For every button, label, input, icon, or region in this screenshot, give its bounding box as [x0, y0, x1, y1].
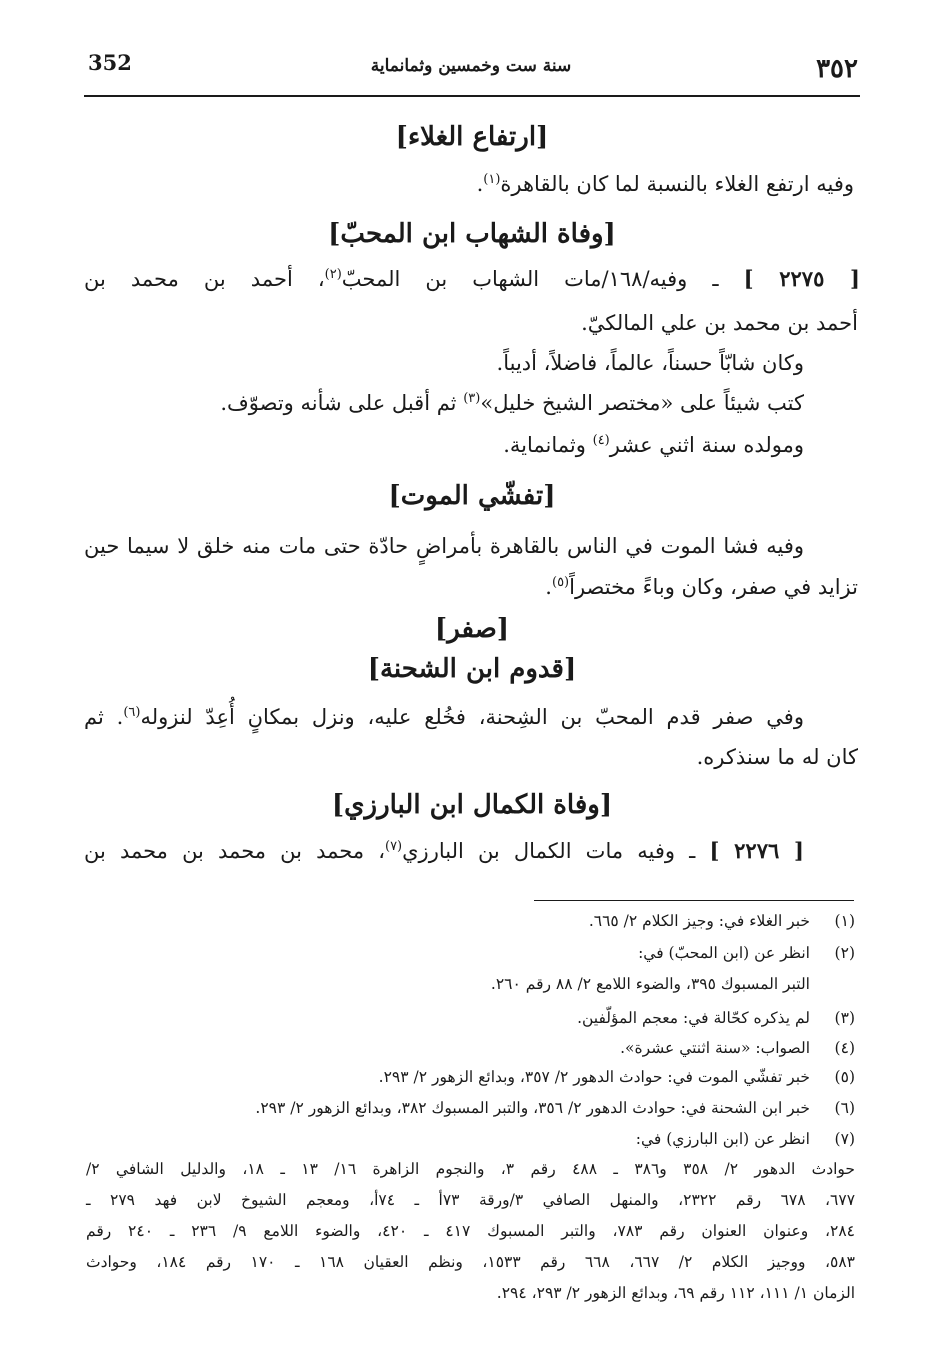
text: .: [545, 575, 552, 599]
footnote-7-text: انظر عن (ابن البارزي) في:: [635, 1130, 810, 1148]
footnote-ref-4: (٤): [592, 433, 610, 448]
footnote-5-text: خبر تفشّي الموت في: حوادث الدهور ٢/ ٣٥٧، وبدائع الزهور ٢/ ٢٩٣.: [378, 1068, 810, 1086]
footnote-6-text: خبر ابن الشحنة في: حوادث الدهور ٢/ ٣٥٦، والتبر المسبوك ٣٨٢، وبدائع الزهور ٢/ ٢٩٣.: [255, 1099, 810, 1117]
ibn-shihna-line-1: [84, 704, 804, 730]
footnote-number: (٥): [834, 1068, 855, 1086]
text: . ثم: [84, 705, 124, 729]
footnote-number: (٤): [834, 1039, 855, 1057]
month-heading-safar: [صفر]: [434, 614, 510, 644]
entry-number: [ ٢٢٧٦ ]: [709, 838, 804, 863]
text: .: [476, 172, 484, 196]
footnote-7-text-cont: حوادث الدهور ٢/ ٣٥٨ و٣٨٦ ـ ٤٨٨ رقم ٣، والنجوم الزاهرة ١٦/ ١٣ ـ ١٨، والدليل الشافي ٢/: [86, 1160, 856, 1178]
page-number-arabic: ٣٥٢: [816, 54, 858, 84]
footnote-ref-1: (١): [483, 172, 501, 187]
entry-2275-line-1: [84, 266, 860, 292]
entry-2275-line-3: وكان شابّاً حسناً، عالماً، فاضلاً، أديباً.: [496, 351, 804, 375]
footnote-ref-5: (٥): [551, 575, 570, 590]
footnote-2-text-cont: التبر المسبوك ٣٩٥، والضوء اللامع ٢/ ٨٨ رقم ٢٦٠.: [490, 975, 810, 993]
entry-2276-line-1: [84, 838, 804, 864]
heading-death-kamal: [وفاة الكمال ابن البارزي]: [331, 790, 613, 820]
plague-line-2: [545, 574, 858, 600]
heading-ibn-shihna: [قدوم ابن الشحنة]: [367, 654, 577, 684]
footnote-ref-7: (٧): [384, 839, 403, 854]
footnote-7-text-cont: ٥٨٣، ووجيز الكلام ٢/ ٦٦٧، ٦٦٨ رقم ١٥٣٣، ونظم العقيان ١٦٨ ـ ١٧٠ رقم ١٨٤، وحوادث: [86, 1253, 855, 1271]
heading-death-shihab: [وفاة الشهاب ابن المحبّ]: [328, 219, 616, 249]
text: كتب شيئاً على «مختصر الشيخ خليل»: [480, 391, 804, 415]
text: وفي صفر قدم المحبّ بن الشِحنة، فخُلع عليه، ونزل بمكانٍ أُعِدّ لنزوله: [140, 705, 804, 729]
footnote-4-text: الصواب: «سنة اثنتي عشرة».: [620, 1039, 810, 1057]
footnote-ref-3: (٣): [463, 391, 481, 406]
footnote-7-text-cont: ٢٨٤، وعنوان العنوان رقم ٧٨٣، والتبر المسبوك ٤١٧ ـ ٤٢٠، والضوء اللامع ٩/ ٢٣٦ ـ ٢٤٠ رقم: [86, 1222, 856, 1240]
running-title: سنة ست وخمسين وثمانماية: [370, 56, 572, 76]
footnote-number: (٣): [834, 1009, 855, 1027]
plague-line-1: وفيه فشا الموت في الناس بالقاهرة بأمراضٍ حادّة حتى مات منه خلق لا سيما حين: [84, 534, 804, 558]
text: ، أحمد بن محمد بن: [84, 267, 325, 291]
paragraph-price-rise: [477, 171, 854, 197]
heading-plague: [تفشّي الموت]: [388, 481, 556, 511]
text: تزايد في صفر، وكان وباءً مختصراً: [569, 575, 858, 599]
footnote-1-text: خبر الغلاء في: وجيز الكلام ٢/ ٦٦٥.: [588, 912, 810, 930]
text: وثمانماية.: [503, 433, 593, 457]
entry-2275-line-5: [503, 432, 804, 458]
footnote-rule: [534, 900, 854, 901]
text: وفيه ارتفع الغلاء بالنسبة لما كان بالقاهرة: [500, 172, 854, 196]
footnote-ref-2: (٢): [324, 267, 342, 282]
footnote-7-text-cont: الزمان ١/ ١١١، ١١٢ رقم ٦٩، وبدائع الزهور ٢/ ٢٩٣، ٢٩٤.: [496, 1284, 855, 1302]
footnote-3-text: لم يذكره كحّالة في: معجم المؤلّفين.: [577, 1009, 810, 1027]
footnote-number: (٢): [834, 944, 855, 962]
heading-price-rise: [ارتفاع الغلاء]: [395, 122, 549, 152]
text: ومولده سنة اثني عشر: [609, 433, 804, 457]
footnote-ref-6: (٦): [123, 705, 141, 720]
text: ثم أقبل على شأنه وتصوّف.: [220, 391, 464, 415]
entry-2275-line-4: [220, 390, 804, 416]
header-rule: [84, 95, 860, 97]
text: ، محمد بن محمد بن محمد بن: [84, 839, 385, 863]
footnote-2-text: انظر عن (ابن المحبّ) في:: [638, 944, 810, 962]
footnote-number: (٧): [834, 1130, 855, 1148]
entry-number: [ ٢٢٧٥ ]: [743, 266, 860, 291]
ibn-shihna-line-2: كان له ما سنذكره.: [696, 745, 858, 769]
footnote-7-text-cont: ٦٧٧، ٦٧٨ رقم ٢٣٢٢، والمنهل الصافي ٣/ورقة ٧٣أ ـ ٧٤أ، ومعجم الشيوخ لابن فهد ٢٧٩ ـ: [86, 1191, 856, 1209]
footnote-number: (١): [834, 912, 855, 930]
text: ـ وفيه مات الكمال بن البارزي: [402, 839, 696, 863]
text: ـ وفيه/١٦٨/مات الشهاب بن المحبّ: [341, 267, 719, 291]
footnote-number: (٦): [834, 1099, 855, 1117]
page-number-latin: 352: [88, 50, 132, 75]
entry-2275-line-2: أحمد بن محمد بن علي المالكيّ.: [581, 311, 858, 335]
